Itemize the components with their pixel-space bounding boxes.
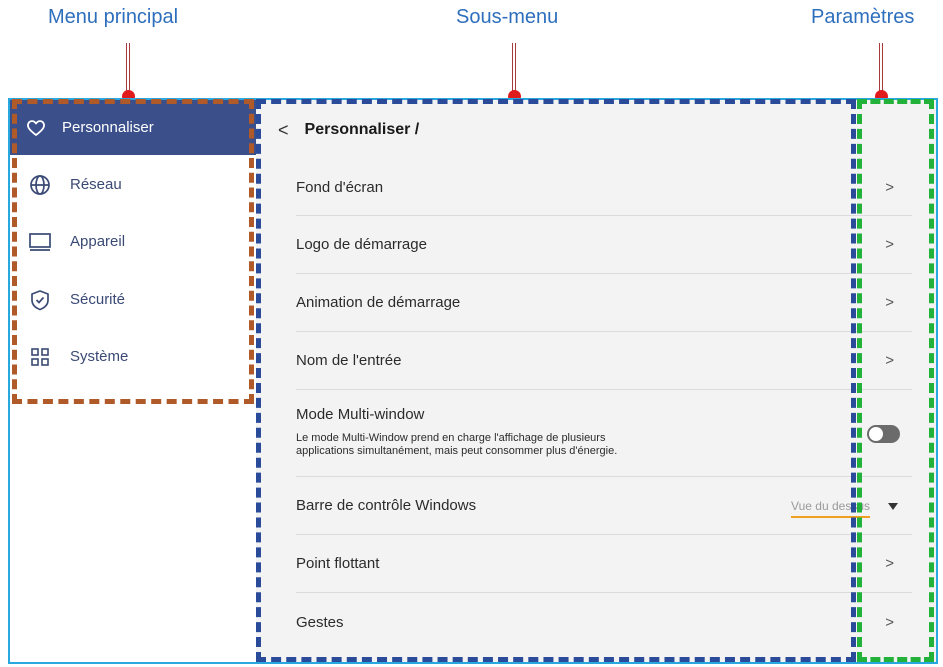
chevron-right-icon: >	[885, 179, 894, 196]
sidebar-item-label: Appareil	[70, 233, 126, 250]
setting-row-gestes[interactable]	[296, 593, 912, 651]
description-line: applications simultanément, mais peut consommer plus d'énergie.	[296, 445, 618, 457]
submenu-header	[256, 100, 936, 160]
sidebar-item-label: Réseau	[70, 176, 122, 193]
sidebar-item-label: Sécurité	[70, 291, 126, 308]
heart-icon	[24, 116, 48, 140]
monitor-icon	[28, 230, 52, 254]
setting-label: Animation de démarrage	[296, 294, 461, 311]
setting-row-nom-entree[interactable]	[296, 332, 912, 390]
setting-label: Fond d'écran	[296, 179, 384, 196]
toggle-knob	[869, 427, 883, 441]
main-menu-sidebar	[10, 100, 256, 662]
dropdown-caret-icon[interactable]	[888, 503, 898, 510]
setting-row-fond-ecran[interactable]	[296, 160, 912, 216]
setting-row-mode-multi-window	[296, 390, 912, 477]
globe-icon	[28, 173, 52, 197]
setting-row-animation-demarrage[interactable]	[296, 274, 912, 332]
chevron-right-icon: >	[885, 352, 894, 369]
setting-label: Point flottant	[296, 555, 380, 572]
annotation-pointer-line	[512, 43, 516, 91]
setting-label: Mode Multi-window	[296, 406, 425, 423]
submenu-panel	[256, 100, 936, 662]
chevron-right-icon: >	[885, 613, 894, 631]
setting-label: Barre de contrôle Windows	[296, 497, 477, 514]
sidebar-item-appareil[interactable]	[10, 214, 256, 269]
annotation-pointer-line	[126, 43, 130, 91]
multi-window-toggle[interactable]	[867, 425, 900, 443]
annotation-parametres: Paramètres	[811, 6, 915, 28]
sidebar-item-label: Système	[70, 348, 129, 365]
setting-row-barre-controle-windows	[296, 477, 912, 535]
annotation-pointer-line	[879, 43, 883, 91]
setting-label: Gestes	[296, 613, 344, 631]
description-line: Le mode Multi-Window prend en charge l'affichage de plusieurs	[296, 432, 606, 444]
setting-row-point-flottant[interactable]	[296, 535, 912, 593]
view-select[interactable]	[791, 497, 870, 515]
setting-description	[296, 432, 617, 458]
sidebar-item-label: Personnaliser	[62, 119, 154, 136]
sidebar-item-systeme[interactable]	[10, 329, 256, 384]
chevron-right-icon: >	[885, 294, 894, 311]
chevron-right-icon: >	[885, 555, 894, 572]
sidebar-item-securite[interactable]	[10, 272, 256, 327]
annotation-sous-menu: Sous-menu	[456, 6, 559, 28]
select-value: Vue du dessus	[791, 499, 870, 518]
sidebar-item-personnaliser[interactable]	[10, 100, 256, 155]
setting-label: Logo de démarrage	[296, 236, 427, 253]
setting-label: Nom de l'entrée	[296, 352, 402, 369]
shield-check-icon	[28, 288, 52, 312]
page-title: Personnaliser /	[304, 121, 420, 138]
settings-screen	[8, 98, 938, 664]
grid-icon	[28, 345, 52, 369]
chevron-right-icon: >	[885, 236, 894, 253]
sidebar-item-reseau[interactable]	[10, 157, 256, 212]
annotation-menu-principal: Menu principal	[48, 6, 179, 28]
chevron-left-icon[interactable]: <	[278, 119, 289, 140]
setting-row-logo-demarrage[interactable]	[296, 216, 912, 274]
